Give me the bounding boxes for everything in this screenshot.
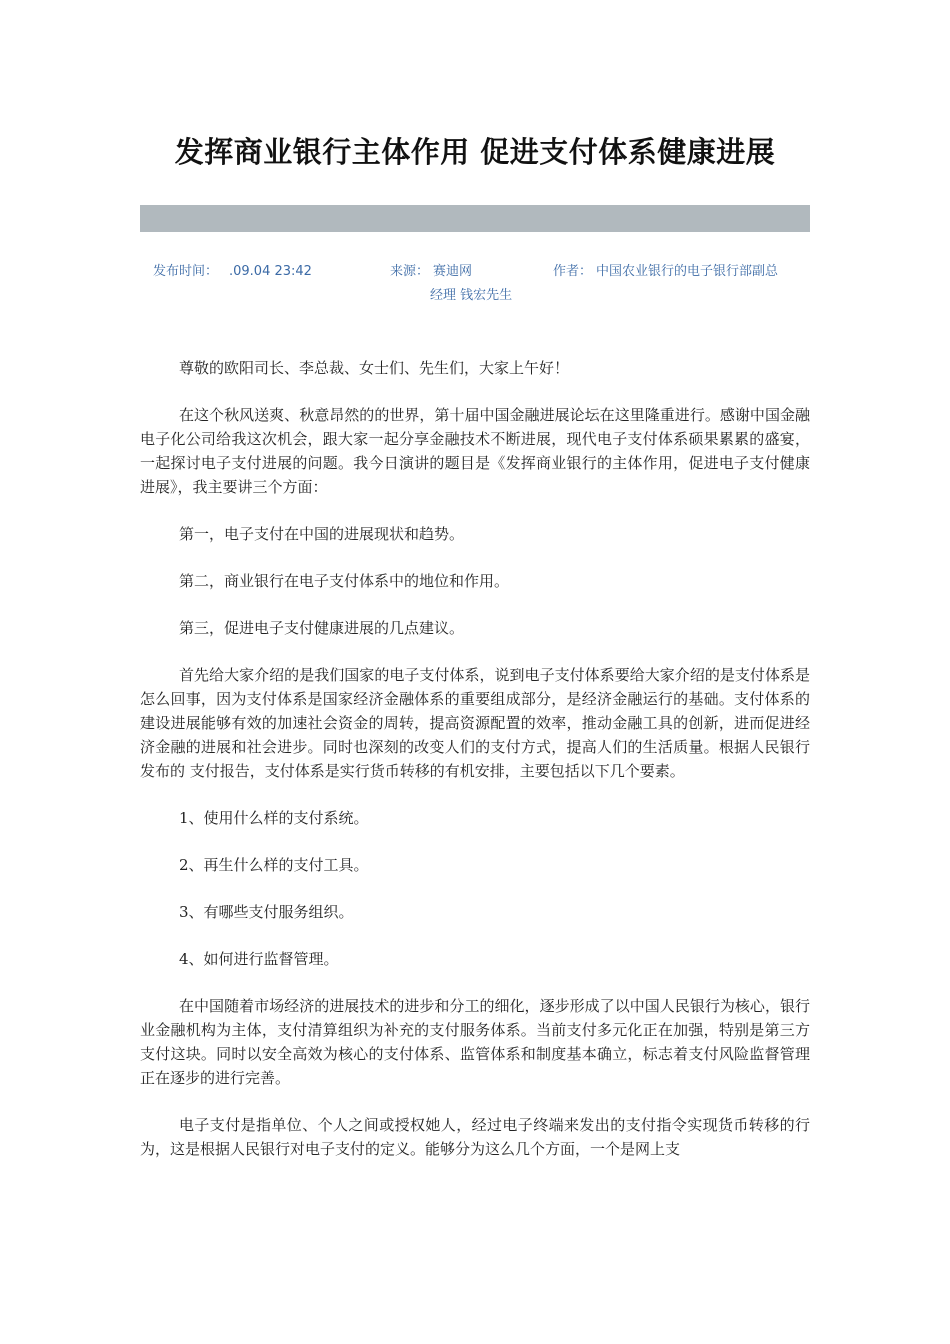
paragraph-point-2: 第二，商业银行在电子支付体系中的地位和作用。 <box>179 572 510 590</box>
author-value-continued: 经理 钱宏先生 <box>430 288 513 303</box>
paragraph-intro: 在这个秋风送爽、秋意昂然的的世界，第十届中国金融进展论坛在这里隆重进行。感谢中国金融电子化公司给我这次机会，跟大家一起分享金融技术不断进展，现代电子支付体系硕果累累的盛宴，一起探讨电子支付进展的问题。我今日演讲的题目是《发挥商业银行的主体作用，促进电子支付健康进展》，我主要讲三个方面： <box>140 406 810 496</box>
title-divider-bar <box>140 205 810 232</box>
publish-time-value: .09.04 23:42 <box>229 264 312 279</box>
list-item-2: 2、再生什么样的支付工具。 <box>179 856 369 874</box>
meta-row <box>140 260 810 284</box>
paragraph-point-3: 第三，促进电子支付健康进展的几点建议。 <box>179 619 465 637</box>
paragraph-payment-system: 首先给大家介绍的是我们国家的电子支付体系，说到电子支付体系要给大家介绍的是支付体系是怎么回事，因为支付体系是国家经济金融体系的重要组成部分，是经济金融运行的基础。支付体系的建设进展能够有效的加速社会资金的周转，提高资源配置的效率，推动金融工具的创新，进而促进经济金融的进展和社会进步。同时也深刻的改变人们的支付方式，提高人们的生活质量。根据人民银行发布的 支付报告，支付体系是实行货币转移的有机安排，主要包括以下几个要素。 <box>140 666 810 780</box>
source-value: 赛迪网 <box>433 264 473 279</box>
publish-time-label: 发布时间： <box>153 264 219 279</box>
article-body <box>140 356 810 1184</box>
author-label: 作者： <box>553 264 593 279</box>
source-label: 来源： <box>390 264 430 279</box>
meta-row-continued <box>140 284 810 308</box>
paragraph-china-system: 在中国随着市场经济的进展技术的进步和分工的细化，逐步形成了以中国人民银行为核心，银行业金融机构为主体，支付清算组织为补充的支付服务体系。当前支付多元化正在加强，特别是第三方支付这块。同时以安全高效为核心的支付体系、监管体系和制度基本确立，标志着支付风险监督管理正在逐步的进行完善。 <box>140 997 810 1087</box>
paragraph-e-payment-definition: 电子支付是指单位、个人之间或授权她人，经过电子终端来发出的支付指令实现货币转移的行为，这是根据人民银行对电子支付的定义。能够分为这么几个方面，一个是网上支 <box>140 1116 810 1158</box>
paragraph-point-1: 第一，电子支付在中国的进展现状和趋势。 <box>179 525 465 543</box>
list-item-1: 1、使用什么样的支付系统。 <box>179 809 369 827</box>
author-value: 中国农业银行的电子银行部副总 <box>596 264 779 279</box>
list-item-3: 3、有哪些支付服务组织。 <box>179 903 354 921</box>
article-meta <box>140 260 810 308</box>
paragraph-greeting: 尊敬的欧阳司长、李总裁、女士们、先生们，大家上午好！ <box>179 359 570 377</box>
list-item-4: 4、如何进行监督管理。 <box>179 950 339 968</box>
article-title: 发挥商业银行主体作用 促进支付体系健康进展 <box>174 135 776 169</box>
